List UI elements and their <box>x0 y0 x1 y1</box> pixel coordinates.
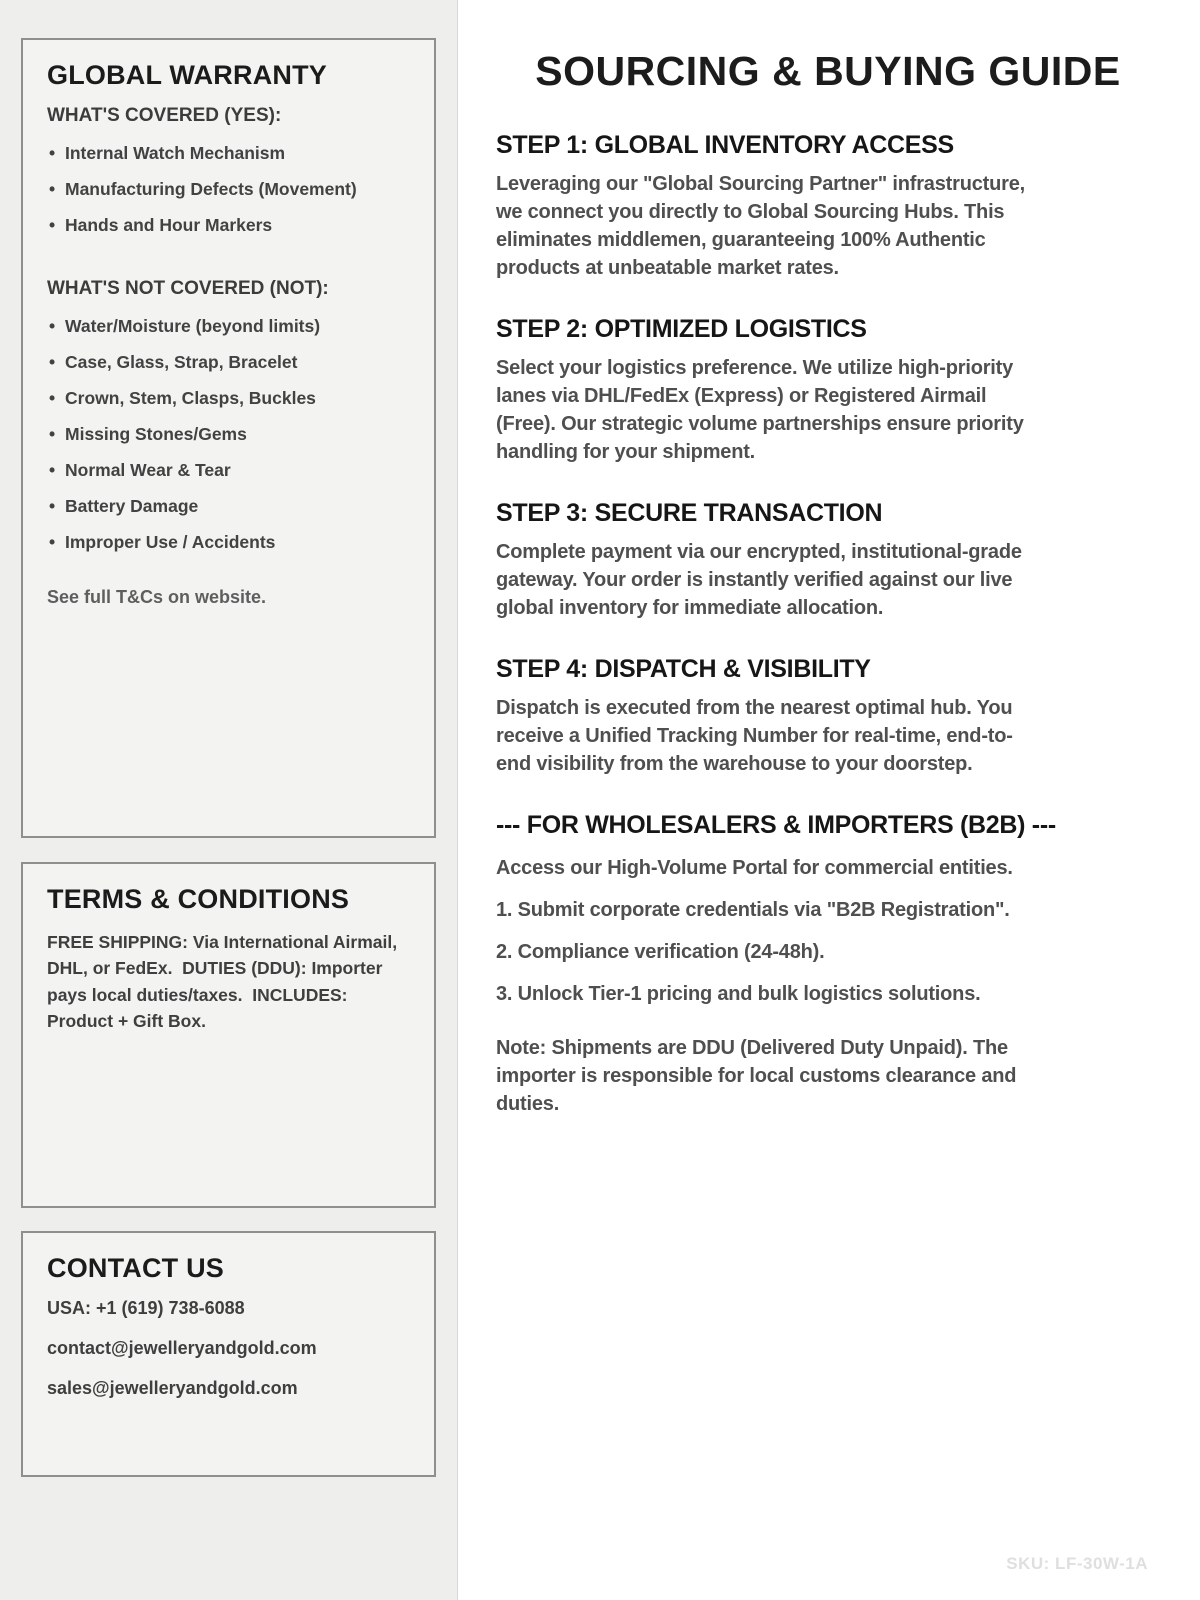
step-3-heading: STEP 3: SECURE TRANSACTION <box>496 499 883 527</box>
page-title: SOURCING & BUYING GUIDE <box>535 48 1121 94</box>
sidebar <box>0 0 458 1600</box>
step-2-section <box>496 315 1160 466</box>
list-item: • Battery Damage <box>47 496 410 517</box>
global-warranty-box <box>21 38 436 838</box>
list-item: • Crown, Stem, Clasps, Buckles <box>47 388 410 409</box>
b2b-step-3: 3. Unlock Tier-1 pricing and bulk logistics solutions. <box>496 983 981 1005</box>
step-4-heading: STEP 4: DISPATCH & VISIBILITY <box>496 655 871 683</box>
not-covered-list <box>47 316 410 553</box>
step-4-section <box>496 655 1160 778</box>
b2b-section <box>496 811 1160 1118</box>
step-2-heading: STEP 2: OPTIMIZED LOGISTICS <box>496 315 867 343</box>
list-item: • Normal Wear & Tear <box>47 460 410 481</box>
warranty-title: GLOBAL WARRANTY <box>47 60 327 90</box>
warranty-footnote: See full T&Cs on website. <box>47 587 267 607</box>
covered-heading: WHAT'S COVERED (YES): <box>47 105 282 126</box>
ddu-note: Note: Shipments are DDU (Delivered Duty Unpaid). The importer is responsible for local customs clearance and duties. <box>496 1037 1017 1115</box>
list-item: • Internal Watch Mechanism <box>47 143 410 164</box>
list-item: • Case, Glass, Strap, Bracelet <box>47 352 410 373</box>
terms-body: FREE SHIPPING: Via International Airmail, DHL, or FedEx. DUTIES (DDU): Importer pays local duties/taxes. INCLUDES: Product + Gift Box. <box>47 932 402 1031</box>
list-item: • Manufacturing Defects (Movement) <box>47 179 410 200</box>
not-covered-heading: WHAT'S NOT COVERED (NOT): <box>47 278 329 299</box>
terms-box <box>21 862 436 1208</box>
b2b-heading: --- FOR WHOLESALERS & IMPORTERS (B2B) --- <box>496 811 1056 839</box>
step-4-body: Dispatch is executed from the nearest optimal hub. You receive a Unified Tracking Number for real-time, end-to-end visibility from the warehouse to your doorstep. <box>496 697 1013 775</box>
step-1-body: Leveraging our "Global Sourcing Partner" infrastructure, we connect you directly to Global Sourcing Hubs. This eliminates middlemen, guaranteeing 100% Authentic products at unbeatable market rates. <box>496 173 1025 279</box>
list-item: • Missing Stones/Gems <box>47 424 410 445</box>
covered-list <box>47 143 410 236</box>
b2b-step-1: 1. Submit corporate credentials via "B2B Registration". <box>496 899 1010 921</box>
sales-email: sales@jewelleryandgold.com <box>47 1377 298 1398</box>
step-3-body: Complete payment via our encrypted, institutional-grade gateway. Your order is instantly verified against our live global inventory for immediate allocation. <box>496 541 1022 619</box>
list-item: • Water/Moisture (beyond limits) <box>47 316 410 337</box>
contact-phone: USA: +1 (619) 738-6088 <box>47 1298 245 1318</box>
contact-box <box>21 1231 436 1477</box>
contact-email: contact@jewelleryandgold.com <box>47 1337 317 1358</box>
list-item: • Hands and Hour Markers <box>47 215 410 236</box>
terms-title: TERMS & CONDITIONS <box>47 884 350 914</box>
step-1-section <box>496 131 1160 282</box>
step-1-heading: STEP 1: GLOBAL INVENTORY ACCESS <box>496 131 954 159</box>
b2b-step-2: 2. Compliance verification (24-48h). <box>496 941 825 963</box>
step-2-body: Select your logistics preference. We utilize high-priority lanes via DHL/FedEx (Express) or Registered Airmail (Free). Our strategic volume partnerships ensure priority handling for your shipment. <box>496 357 1024 463</box>
main-content <box>458 0 1200 1600</box>
b2b-intro: Access our High-Volume Portal for commercial entities. <box>496 857 1013 879</box>
sku-label: SKU: LF-30W-1A <box>1006 1554 1148 1573</box>
step-3-section <box>496 499 1160 622</box>
contact-title: CONTACT US <box>47 1253 224 1283</box>
list-item: • Improper Use / Accidents <box>47 532 410 553</box>
